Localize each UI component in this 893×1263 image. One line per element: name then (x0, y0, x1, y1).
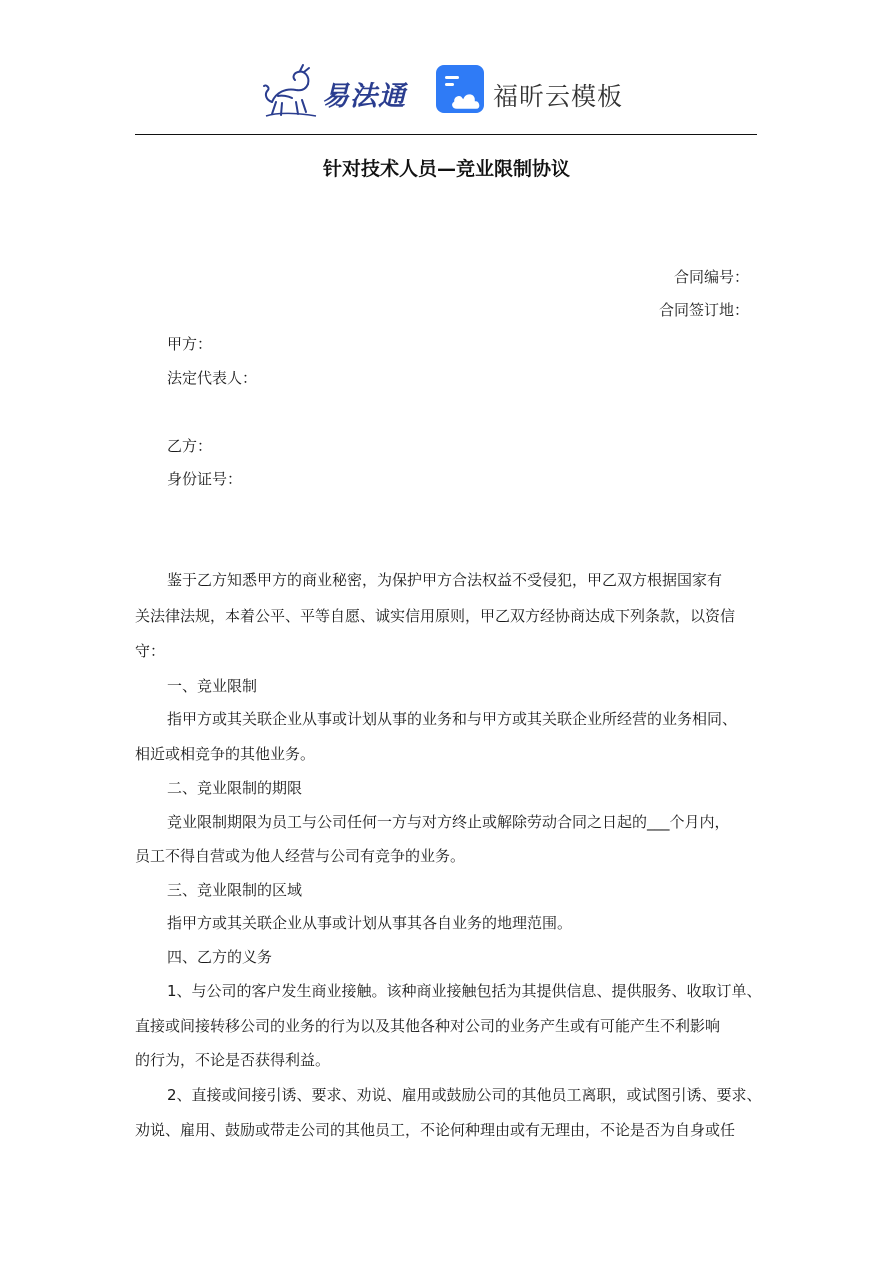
party-b-id-number: 身份证号： (167, 470, 243, 488)
qilin-logo-icon (262, 62, 324, 118)
intro-line: 鉴于乙方知悉甲方的商业秘密，为保护甲方合法权益不受侵犯，甲乙双方根据国家有 (167, 571, 723, 589)
section-2-line: 竞业限制期限为员工与公司任何一方与对方终止或解除劳动合同之日起的___个月内， (167, 813, 730, 831)
header (0, 58, 893, 122)
section-heading-1: 一、竞业限制 (167, 677, 258, 695)
section-heading-4: 四、乙方的义务 (167, 948, 273, 966)
document-title: 针对技术人员—竞业限制协议 (322, 158, 570, 180)
section-3-line: 指甲方或其关联企业从事或计划从事其各自业务的地理范围。 (167, 914, 573, 932)
sign-place-field: 合同签订地： (658, 301, 749, 319)
party-a-representative: 法定代表人： (167, 369, 258, 387)
cloud-document-icon (435, 64, 487, 116)
section-1-line: 指甲方或其关联企业从事或计划从事的业务和与甲方或其关联企业所经营的业务相同、 (167, 710, 738, 728)
section-heading-3: 三、竞业限制的区域 (167, 881, 303, 899)
section-heading-2: 二、竞业限制的期限 (167, 779, 303, 797)
yifatong-brand-text: 易法通 (322, 81, 406, 112)
section-2-line: 员工不得自营或为他人经营与公司有竞争的业务。 (135, 847, 466, 865)
fuxin-logo (435, 64, 635, 118)
section-1-line: 相近或相竞争的其他业务。 (135, 745, 316, 763)
section-4-item-2-line: 劝说、雇用、鼓励或带走公司的其他员工，不论何种理由或有无理由，不论是否为自身或任 (135, 1121, 736, 1139)
fuxin-brand-text: 福昕云模板 (493, 82, 624, 111)
section-4-item-2-line: 2、直接或间接引诱、要求、劝说、雇用或鼓励公司的其他员工离职，或试图引诱、要求、 (167, 1086, 762, 1104)
contract-number-field: 合同编号： (673, 268, 749, 286)
yifatong-logo (262, 62, 412, 118)
party-b-label: 乙方： (167, 437, 213, 455)
intro-line: 守： (135, 642, 166, 660)
section-4-item-1-line: 的行为，不论是否获得利益。 (135, 1051, 331, 1069)
intro-line: 关法律法规，本着公平、平等自愿、诚实信用原则，甲乙双方经协商达成下列条款，以资信 (135, 607, 736, 625)
section-4-item-1-line: 1、与公司的客户发生商业接触。该种商业接触包括为其提供信息、提供服务、收取订单、 (167, 982, 762, 1000)
party-a-label: 甲方： (167, 335, 213, 353)
section-4-item-1-line: 直接或间接转移公司的业务的行为以及其他各种对公司的业务产生或有可能产生不利影响 (135, 1017, 721, 1035)
header-divider (135, 134, 757, 135)
